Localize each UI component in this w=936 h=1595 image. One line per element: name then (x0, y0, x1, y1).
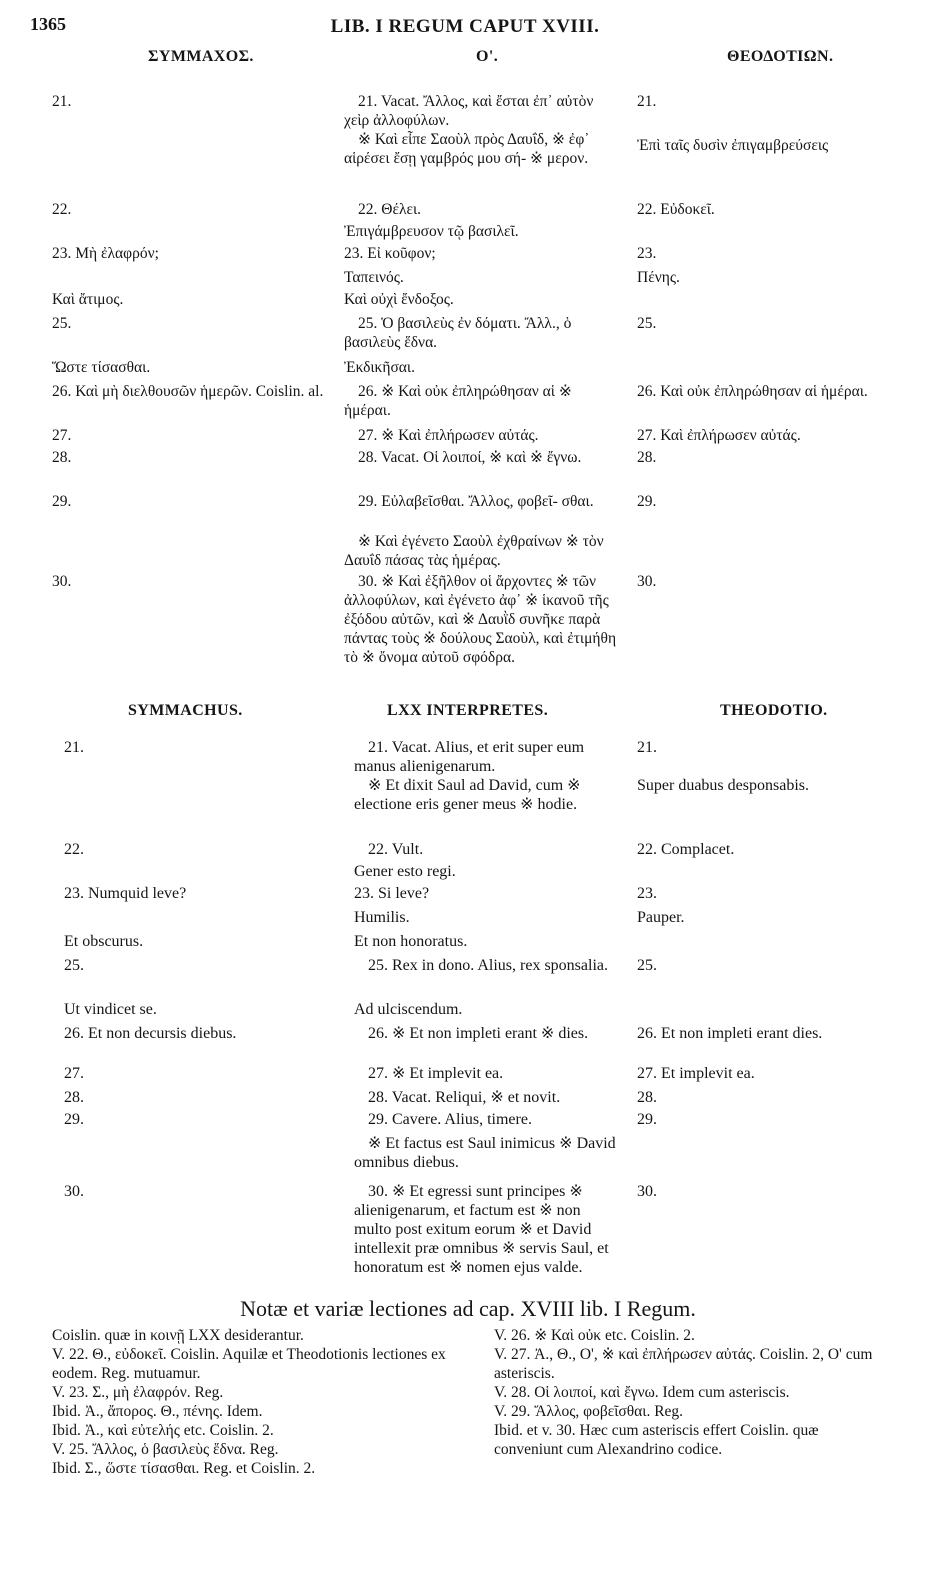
latin-theodotion-heading: THEODOTIO. (720, 702, 828, 719)
note-line: V. 28. Οἱ λοιποί, καὶ ἔγνω. Idem cum asteriscis. (494, 1384, 790, 1401)
column-entry: Ταπεινός. (344, 269, 404, 286)
note-line: Ibid. Ἀ., καὶ εὐτελής etc. Coislin. 2. (52, 1422, 274, 1439)
column-entry: Ὥστε τίσασθαι. (52, 359, 151, 376)
column-entry: 27. Et implevit ea. (637, 1065, 755, 1082)
column-entry: 25. Rex in dono. Alius, rex sponsalia. (368, 957, 608, 974)
column-entry: 26. ※ Καὶ οὐκ ἐπληρώθησαν αἱ ※ ἡμέραι. (344, 383, 572, 419)
column-entry: 29. (52, 493, 72, 510)
note-line: V. 26. ※ Καὶ οὐκ etc. Coislin. 2. (494, 1327, 695, 1344)
column-entry: 21. (637, 93, 657, 110)
column-entry: 27. Καὶ ἐπλήρωσεν αὐτάς. (637, 427, 801, 444)
column-entry: 25. (637, 315, 657, 332)
column-entry: 23. Μὴ ἐλαφρόν; (52, 245, 159, 262)
column-entry: ※ Καὶ εἶπε Σαοὺλ πρὸς Δαυΐδ, ※ ἐφ᾽ αἱρέσει ἔσῃ γαμβρός μου σή- ※ μερον. (344, 131, 590, 167)
column-entry: Et non honoratus. (354, 933, 468, 950)
column-entry: 23. Numquid leve? (64, 885, 187, 902)
column-entry: 30. ※ Et egressi sunt principes ※ alienigenarum, et factum est ※ non multo post exitum eorum ※ et David intellexit præ omnibus ※ servis Saul, et honoratum est ※ nomen ejus valde. (354, 1183, 609, 1276)
column-entry: 22. (52, 201, 72, 218)
column-entry: Et obscurus. (64, 933, 144, 950)
notes-right-column (494, 1326, 884, 1459)
column-entry: ※ Et dixit Saul ad David, cum ※ electione eris gener meus ※ hodie. (354, 777, 581, 813)
column-entry: 28. (64, 1089, 84, 1106)
column-entry: ※ Καὶ ἐγένετο Σαοὺλ ἐχθραίνων ※ τὸν Δαυΐδ πάσας τὰς ἡμέρας. (344, 533, 604, 569)
note-line: V. 25. Ἄλλος, ὁ βασιλεὺς ἕδνα. Reg. (52, 1441, 279, 1458)
column-entry: 28. (637, 1089, 657, 1106)
column-entry: 22. Εὐδοκεῖ. (637, 201, 715, 218)
column-entry: 30. ※ Καὶ ἐξῆλθον οἱ ἄρχοντες ※ τῶν ἀλλοφύλων, καὶ ἐγένετο ἀφ᾽ ※ ἱκανοῦ τῆς ἐξόδου αὐτῶν, καὶ ※ Δαυῒδ συνῆκε παρὰ πάντας τοὺς ※ δούλους Σαοὺλ, καὶ ἐτιμήθη τὸ ※ ὄνομα αὐτοῦ σφόδρα. (344, 573, 617, 666)
column-entry: 28. Vacat. Οἱ λοιποί, ※ καὶ ※ ἔγνω. (358, 449, 582, 466)
column-entry: Super duabus desponsabis. (637, 777, 809, 794)
column-entry: 27. (52, 427, 72, 444)
latin-lxx-heading: LXX INTERPRETES. (387, 702, 549, 719)
greek-symmachus-heading: ΣΥΜΜΑΧΟΣ. (148, 48, 254, 65)
note-line: Ibid. Σ., ὥστε τίσασθαι. Reg. et Coislin. 2. (52, 1460, 316, 1477)
column-entry: Gener esto regi. (354, 863, 456, 880)
column-entry: Humilis. (354, 909, 410, 926)
column-entry: 26. Et non decursis diebus. (64, 1025, 237, 1042)
column-entry: 23. Si leve? (354, 885, 430, 902)
note-line: V. 27. Ἀ., Θ., Ο', ※ καὶ ἐπλήρωσεν αὐτάς. Coislin. 2, Ο' cum asteriscis. (494, 1346, 873, 1382)
column-entry: 22. Vult. (368, 841, 424, 858)
column-entry: 27. ※ Καὶ ἐπλήρωσεν αὐτάς. (358, 427, 539, 444)
column-entry: Καὶ οὐχὶ ἔνδοξος. (344, 291, 454, 308)
latin-symmachus-heading: SYMMACHUS. (128, 702, 243, 719)
column-entry: 30. (637, 573, 657, 590)
column-entry: 26. Καὶ μὴ διελθουσῶν ἡμερῶν. Coislin. al. (52, 383, 324, 400)
column-entry: 29. Cavere. Alius, timere. (368, 1111, 532, 1128)
column-entry: Ἐκδικῆσαι. (344, 359, 415, 376)
column-entry: Ἐπιγάμβρευσον τῷ βασιλεῖ. (344, 223, 519, 240)
note-line: V. 23. Σ., μὴ ἐλαφρόν. Reg. (52, 1384, 224, 1401)
column-entry: Pauper. (637, 909, 685, 926)
column-entry: Καὶ ἄτιμος. (52, 291, 124, 308)
column-entry: 21. (637, 739, 657, 756)
column-entry: 29. (64, 1111, 84, 1128)
column-entry: 28. (637, 449, 657, 466)
column-entry: 25. (52, 315, 72, 332)
column-entry: Πένης. (637, 269, 680, 286)
column-entry: 27. (64, 1065, 84, 1082)
column-entry: Ad ulciscendum. (354, 1001, 463, 1018)
column-entry: 26. Καὶ οὐκ ἐπληρώθησαν αἱ ἡμέραι. (637, 383, 868, 400)
note-line: Ibid. et v. 30. Hæc cum asteriscis effert Coislin. quæ conveniunt cum Alexandrino codice. (494, 1422, 819, 1458)
column-entry: 22. Complacet. (637, 841, 735, 858)
running-title: LIB. I REGUM CAPUT XVIII. (330, 16, 600, 37)
column-entry: 28. (52, 449, 72, 466)
column-entry: 29. (637, 1111, 657, 1128)
column-entry: 21. (64, 739, 84, 756)
column-entry: 23. (637, 245, 657, 262)
column-entry: 29. Εὐλαβεῖσθαι. Ἄλλος, φοβεῖ- σθαι. (358, 493, 594, 510)
latin-lxx-column (354, 0, 620, 1290)
latin-symmachus-column (64, 0, 342, 1290)
column-entry: 30. (52, 573, 72, 590)
column-entry: 21. Vacat. Alius, et erit super eum manus alienigenarum. (354, 739, 585, 775)
column-entry: 28. Vacat. Reliqui, ※ et novit. (368, 1089, 561, 1106)
greek-lxx-heading: Ο'. (476, 48, 499, 65)
column-entry: 26. Et non impleti erant dies. (637, 1025, 823, 1042)
column-entry: ※ Et factus est Saul inimicus ※ David omnibus diebus. (354, 1135, 616, 1171)
notes-heading: Notæ et variæ lectiones ad cap. XVIII lib. I Regum. (240, 1296, 696, 1321)
note-line: V. 29. Ἄλλος, φοβεῖσθαι. Reg. (494, 1403, 684, 1420)
note-line: Ibid. Ἀ., ἄπορος. Θ., πένης. Idem. (52, 1403, 263, 1420)
column-entry: 23. Εἰ κοῦφον; (344, 245, 436, 262)
column-entry: 25. (637, 957, 657, 974)
note-line: Coislin. quæ in κοινῇ LXX desiderantur. (52, 1327, 304, 1344)
column-entry: 23. (637, 885, 657, 902)
column-entry: 30. (637, 1183, 657, 1200)
column-entry: 21. Vacat. Ἄλλος, καὶ ἔσται ἐπ᾽ αὐτὸν χεὶρ ἀλλοφύλων. (344, 93, 594, 129)
page-number: 1365 (30, 14, 66, 34)
column-entry: 25. Ὁ βασιλεὺς ἐν δόματι. Ἄλλ., ὁ βασιλεὺς ἕδνα. (344, 315, 572, 351)
latin-theodotion-column (637, 0, 879, 1290)
greek-theodotion-heading: ΘΕΟΔΟΤΙΩΝ. (727, 48, 834, 65)
column-entry: 21. (52, 93, 72, 110)
column-entry: Ἐπὶ ταῖς δυσὶν ἐπιγαμβρεύσεις (637, 137, 829, 154)
column-entry: 27. ※ Et implevit ea. (368, 1065, 504, 1082)
column-entry: 29. (637, 493, 657, 510)
notes-left-column (52, 1326, 482, 1478)
column-entry: 30. (64, 1183, 84, 1200)
column-entry: 22. (64, 841, 84, 858)
column-entry: 25. (64, 957, 84, 974)
note-line: V. 22. Θ., εὐδοκεῖ. Coislin. Aquilæ et Theodotionis lectiones ex eodem. Reg. mutuamur. (52, 1346, 446, 1382)
column-entry: 22. Θέλει. (358, 201, 422, 218)
column-entry: 26. ※ Et non impleti erant ※ dies. (368, 1025, 589, 1042)
column-entry: Ut vindicet se. (64, 1001, 157, 1018)
